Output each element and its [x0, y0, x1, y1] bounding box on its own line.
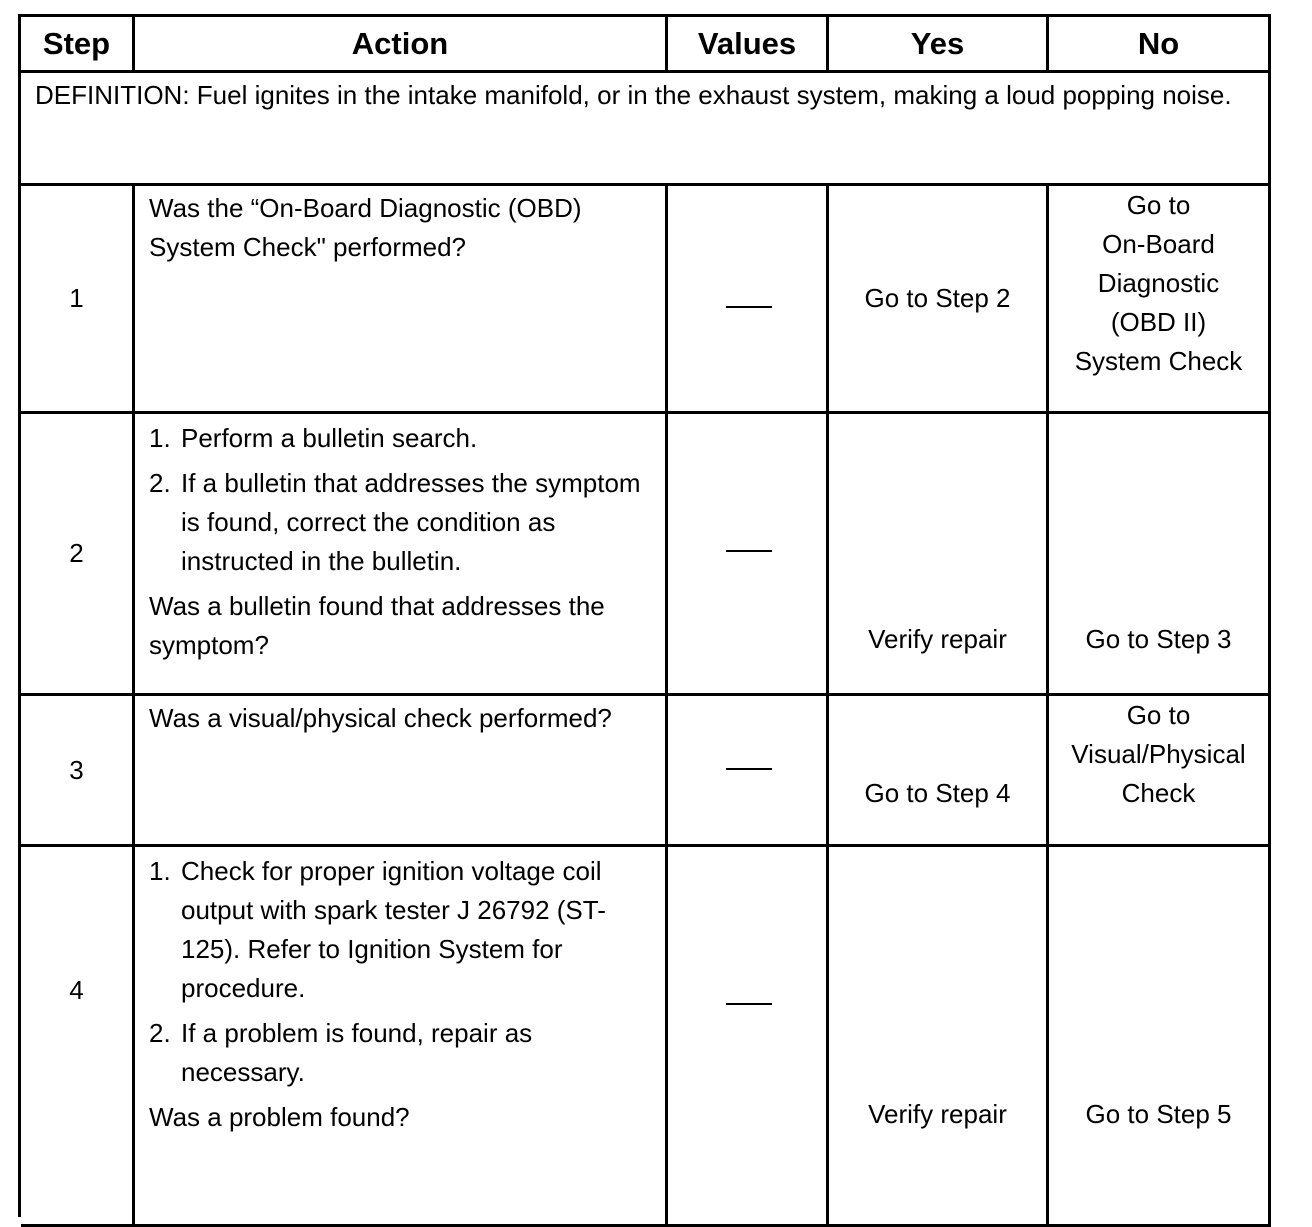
diagnostic-table — [18, 14, 1271, 1217]
no-line: On-Board — [1102, 229, 1215, 259]
action-cell — [135, 414, 668, 696]
action-question: Was a problem found? — [149, 1102, 410, 1132]
action-list-item: 2. If a problem is found, repair as necessary. — [149, 1018, 533, 1087]
no-result: Go to Step 5 — [1085, 1099, 1232, 1129]
yes-result: Go to Step 2 — [864, 283, 1011, 313]
yes-cell — [829, 847, 1049, 1227]
no-result: Go to Step 3 — [1085, 624, 1232, 654]
no-line: Check — [1121, 778, 1196, 808]
action-question: Was a bulletin found that addresses the symptom? — [149, 591, 605, 660]
step-cell — [21, 847, 135, 1227]
value-dash — [726, 306, 772, 308]
step-number: 2 — [21, 414, 135, 696]
header-step: Step — [21, 17, 135, 73]
table-header-row — [21, 17, 1271, 73]
action-list-item: 1. Perform a bulletin search. — [149, 423, 478, 453]
header-yes: Yes — [829, 17, 1049, 73]
table-row — [21, 186, 1271, 414]
action-list-item: 1. Check for proper ignition voltage coil output with spark tester J 26792 (ST-125). Refer to Ignition System for procedure. — [149, 856, 606, 1003]
yes-cell — [829, 696, 1049, 847]
step-number: 4 — [69, 975, 84, 1005]
value-dash — [726, 1003, 772, 1005]
values-cell — [668, 414, 829, 696]
yes-result: Verify repair — [868, 624, 1007, 654]
step-number: 1 — [21, 186, 135, 414]
no-cell — [1049, 186, 1271, 414]
yes-result: Verify repair — [868, 1099, 1007, 1129]
no-line: (OBD II) — [1110, 307, 1207, 337]
values-cell — [668, 186, 829, 414]
no-line: Diagnostic — [1097, 268, 1220, 298]
yes-result: Go to Step 4 — [864, 778, 1011, 808]
no-line: Go to — [1126, 190, 1191, 220]
action-cell — [135, 847, 668, 1227]
definition-row — [21, 73, 1271, 186]
no-cell — [1049, 847, 1271, 1227]
table-row — [21, 414, 1271, 696]
yes-cell — [829, 414, 1049, 696]
no-line: Visual/Physical — [1071, 739, 1246, 769]
definition-text: DEFINITION: Fuel ignites in the intake manifold, or in the exhaust system, making a loud popping noise. — [21, 73, 1271, 186]
header-no: No — [1049, 17, 1271, 73]
table-row — [21, 696, 1271, 847]
step-number: 3 — [21, 696, 135, 847]
action-cell — [135, 696, 668, 847]
action-question: Was the “On-Board Diagnostic (OBD) System Check" performed? — [149, 193, 582, 262]
values-cell — [668, 847, 829, 1227]
header-values: Values — [668, 17, 829, 73]
action-list-item: 2. If a bulletin that addresses the symptom is found, correct the condition as instructed in the bulletin. — [149, 468, 641, 576]
header-action: Action — [135, 17, 668, 73]
no-cell — [1049, 696, 1271, 847]
action-cell — [135, 186, 668, 414]
no-cell — [1049, 414, 1271, 696]
no-line: System Check — [1074, 346, 1243, 376]
values-cell — [668, 696, 829, 847]
yes-cell — [829, 186, 1049, 414]
value-dash — [726, 550, 772, 552]
no-line: Go to — [1126, 700, 1191, 730]
value-dash — [726, 768, 772, 770]
action-question: Was a visual/physical check performed? — [149, 703, 612, 733]
table-row — [21, 847, 1271, 1227]
